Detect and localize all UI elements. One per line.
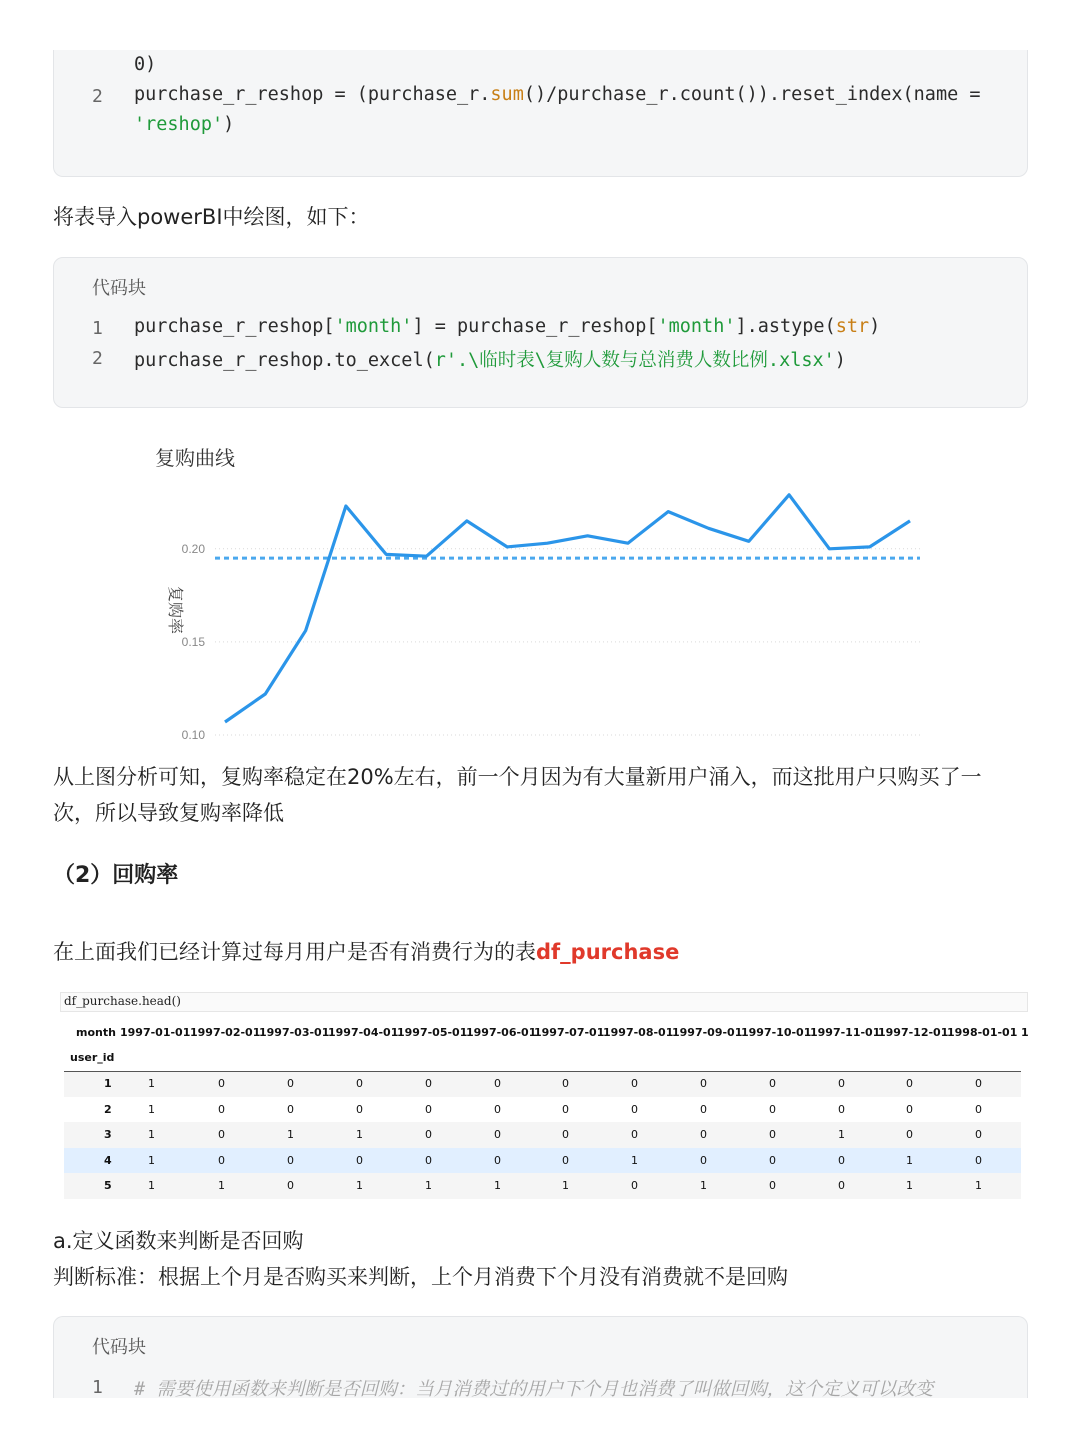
- df-cell-value: 0: [838, 1102, 845, 1116]
- df-cell-value: 0: [494, 1077, 501, 1090]
- df-column-header: 1997-06-01: [466, 1026, 537, 1039]
- df-cell-value: 1: [838, 1128, 845, 1141]
- df-purchase-highlight: df_purchase: [536, 940, 680, 964]
- notebook-input-code: df_purchase.head(): [64, 994, 181, 1008]
- code-block-caption: 代码块: [92, 278, 146, 299]
- df-cell-value: 0: [769, 1128, 776, 1141]
- df-cell-value: 0: [425, 1128, 432, 1141]
- df-cell-value: 1: [287, 1128, 294, 1141]
- chart-ylabel: 复购率: [166, 585, 183, 635]
- df-cell-value: 0: [218, 1153, 225, 1167]
- repurchase-line-chart: [0, 430, 1080, 740]
- code2-line-number: 2: [92, 348, 103, 369]
- df-column-header: 1997-08-01: [603, 1026, 674, 1039]
- chart-title: 复购曲线: [155, 448, 235, 470]
- df-cell-value: 0: [631, 1077, 638, 1090]
- df-cell-value: 1: [356, 1128, 363, 1141]
- df-column-header: 1997-10-01: [741, 1026, 812, 1039]
- df-cell-value: 0: [218, 1077, 225, 1090]
- code-top-code-line: 0): [134, 54, 157, 75]
- paragraph-define-function: a.定义函数来判断是否回购: [53, 1229, 304, 1253]
- paragraph-df-purchase: [53, 934, 679, 970]
- df-cell-value: 0: [287, 1077, 294, 1090]
- df-cell-value: 0: [700, 1102, 707, 1116]
- df-cell-value: 0: [562, 1128, 569, 1141]
- df-cell-value: 0: [218, 1128, 225, 1141]
- df-column-header: 1997-07-01: [534, 1026, 605, 1039]
- df-cell-value: 0: [975, 1153, 982, 1167]
- df-cell-value: 1: [700, 1179, 707, 1192]
- df-cell-value: 0: [631, 1179, 638, 1192]
- code-block-export: [53, 257, 1028, 408]
- df-cell-value: 0: [356, 1102, 363, 1116]
- code-top-line-number: 2: [92, 86, 103, 107]
- paragraph-df-purchase-text: 在上面我们已经计算过每月用户是否有消费行为的表: [53, 940, 536, 964]
- code-block-caption-2: 代码块: [92, 1337, 146, 1358]
- df-cell-value: 0: [356, 1153, 363, 1167]
- df-cell-value: 0: [769, 1077, 776, 1090]
- df-cell-value: 0: [906, 1102, 913, 1116]
- code-block-top: [53, 50, 1028, 177]
- chart-series-line: [225, 495, 910, 722]
- y-tick-label: 0.20: [181, 541, 205, 556]
- df-cell-value: 1: [425, 1179, 432, 1192]
- df-cell-value: 0: [906, 1077, 913, 1090]
- df-cell-value: 0: [838, 1153, 845, 1167]
- dataframe-preview: [60, 992, 1028, 1202]
- df-cell-value: 0: [494, 1153, 501, 1167]
- df-cell-value: 0: [700, 1077, 707, 1090]
- df-cell-value: 0: [838, 1077, 845, 1090]
- code-top-code-line: 'reshop'): [134, 114, 235, 135]
- df-row-index: 3: [104, 1128, 112, 1141]
- code2-line-number: 1: [92, 318, 103, 339]
- df-cell-value: 0: [287, 1179, 294, 1192]
- df-column-header: 1997-01-01: [120, 1026, 191, 1039]
- df-cell-value: 0: [425, 1077, 432, 1090]
- df-column-header: 1997-02-01: [190, 1026, 261, 1039]
- df-cell-value: 0: [425, 1102, 432, 1116]
- chart-grid: [215, 549, 920, 735]
- table-row: [64, 1097, 1021, 1123]
- df-cell-value: 0: [562, 1102, 569, 1116]
- df-cell-value: 1: [148, 1179, 155, 1192]
- paragraph-analysis-line1: 从上图分析可知，复购率稳定在20%左右，前一个月因为有大量新用户涌入，而这批用户只购买了一: [53, 765, 982, 789]
- df-cell-value: 1: [148, 1128, 155, 1141]
- code-top-code-line: purchase_r_reshop = (purchase_r.sum()/purchase_r.count()).reset_index(name =: [134, 84, 981, 105]
- notebook-input-cell: [60, 992, 1028, 1012]
- df-columns-label: month: [76, 1026, 116, 1039]
- df-cell-value: 1: [356, 1179, 363, 1192]
- table-row: [64, 1173, 1021, 1199]
- df-row-index: 4: [104, 1153, 112, 1167]
- df-column-header: 1: [1021, 1026, 1029, 1039]
- df-cell-value: 0: [562, 1153, 569, 1167]
- paragraph-criteria: 判断标准：根据上个月是否购买来判断，上个月消费下个月没有消费就不是回购: [53, 1265, 788, 1289]
- df-cell-value: 0: [906, 1128, 913, 1141]
- code3-line-number: 1: [92, 1377, 103, 1398]
- df-column-header: 1997-12-01: [878, 1026, 949, 1039]
- code3-comment: # 需要使用函数来判断是否回购：当月消费过的用户下个月也消费了叫做回购，这个定义可以改变: [134, 1379, 934, 1398]
- df-cell-value: 1: [906, 1179, 913, 1192]
- df-cell-value: 0: [356, 1077, 363, 1090]
- df-cell-value: 1: [218, 1179, 225, 1192]
- df-cell-value: 0: [562, 1077, 569, 1090]
- df-cell-value: 0: [769, 1102, 776, 1116]
- df-column-header: 1997-04-01: [328, 1026, 399, 1039]
- df-column-header: 1997-03-01: [259, 1026, 330, 1039]
- df-cell-value: 1: [148, 1102, 155, 1116]
- df-cell-value: 1: [148, 1153, 155, 1167]
- df-cell-value: 0: [218, 1102, 225, 1116]
- df-cell-value: 0: [769, 1179, 776, 1192]
- section-heading-return-rate: （2）回购率: [53, 863, 179, 888]
- df-cell-value: 1: [631, 1153, 638, 1167]
- df-cell-value: 1: [494, 1179, 501, 1192]
- df-cell-value: 0: [838, 1179, 845, 1192]
- df-cell-value: 0: [631, 1128, 638, 1141]
- df-row-index: 1: [104, 1077, 112, 1090]
- df-index-name: user_id: [70, 1051, 115, 1064]
- df-cell-value: 0: [769, 1153, 776, 1167]
- df-cell-value: 0: [494, 1102, 501, 1116]
- df-cell-value: 0: [975, 1077, 982, 1090]
- table-row: [64, 1071, 1021, 1097]
- df-cell-value: 1: [906, 1153, 913, 1167]
- df-cell-value: 0: [975, 1128, 982, 1141]
- code-block-function: [53, 1316, 1028, 1398]
- y-tick-label: 0.15: [181, 634, 205, 649]
- df-cell-value: 0: [631, 1102, 638, 1116]
- df-cell-value: 1: [975, 1179, 982, 1192]
- df-cell-value: 0: [287, 1102, 294, 1116]
- code2-code-line: purchase_r_reshop['month'] = purchase_r_reshop['month'].astype(str): [134, 316, 881, 337]
- df-row-index: 2: [104, 1102, 112, 1116]
- df-row-index: 5: [104, 1179, 112, 1192]
- df-cell-value: 0: [287, 1153, 294, 1167]
- paragraph-intro: 将表导入powerBI中绘图，如下：: [53, 205, 370, 229]
- df-cell-value: 0: [425, 1153, 432, 1167]
- df-header-rule: [64, 1071, 1021, 1072]
- df-column-header: 1997-11-01: [810, 1026, 881, 1039]
- df-cell-value: 0: [700, 1153, 707, 1167]
- df-column-header: 1997-05-01: [397, 1026, 468, 1039]
- df-cell-value: 1: [562, 1179, 569, 1192]
- repurchase-rate-series: [225, 495, 910, 722]
- chart-y-ticks: [182, 542, 206, 740]
- code2-code-line: purchase_r_reshop.to_excel(r'.\临时表\复购人数与总消费人数比例.xlsx'): [134, 350, 846, 371]
- df-cell-value: 1: [148, 1077, 155, 1090]
- table-row: [64, 1122, 1021, 1148]
- df-column-header: 1998-01-01: [947, 1026, 1018, 1039]
- df-cell-value: 0: [700, 1128, 707, 1141]
- y-tick-label: 0.10: [181, 728, 205, 740]
- df-column-header: 1997-09-01: [672, 1026, 743, 1039]
- df-cell-value: 0: [494, 1128, 501, 1141]
- table-row: [64, 1148, 1021, 1174]
- paragraph-analysis-line2: 次，所以导致复购率降低: [53, 801, 284, 825]
- df-cell-value: 0: [975, 1102, 982, 1116]
